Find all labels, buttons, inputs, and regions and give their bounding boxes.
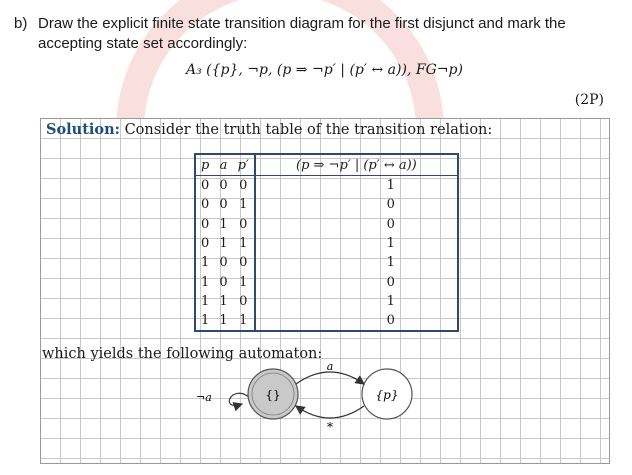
truth-table-row	[195, 234, 458, 253]
cell-p-prime: 1	[233, 234, 255, 253]
truth-table-row	[195, 215, 458, 234]
truth-table-row	[195, 292, 458, 311]
cell-p-prime: 0	[233, 176, 255, 196]
cell-p-prime: 1	[233, 272, 255, 291]
cell-p-prime: 1	[233, 195, 255, 214]
task-statement	[14, 14, 620, 54]
col-header-p: p	[195, 154, 214, 176]
yields-text: which yields the following automaton:	[42, 346, 323, 362]
cell-p: 0	[201, 178, 210, 194]
cell-p: 0	[201, 236, 210, 252]
cell-a: 1	[219, 216, 228, 232]
cell-relation: 0	[386, 313, 395, 329]
cell-p: 1	[201, 313, 210, 329]
transition-a-label: a	[326, 360, 334, 373]
cell-relation: 1	[386, 178, 395, 194]
col-header-relation: (p ⇒ ¬p′ | (p′ ↔ a))	[255, 154, 458, 176]
task-letter: b)	[14, 15, 28, 32]
cell-p-prime: 1	[233, 311, 255, 331]
state-p-label: {p}	[375, 388, 399, 402]
solution-label: Solution:	[46, 121, 120, 138]
cell-p: 1	[201, 274, 210, 290]
truth-table-row	[195, 272, 458, 291]
cell-a: 0	[219, 255, 228, 271]
solution-intro: Consider the truth table of the transition relation:	[124, 122, 493, 138]
cell-a: 0	[219, 178, 228, 194]
cell-relation: 1	[386, 236, 395, 252]
self-loop-arrow	[229, 393, 250, 405]
cell-a: 1	[219, 313, 228, 329]
truth-table-header	[195, 154, 458, 176]
truth-table	[194, 153, 459, 332]
truth-table-row	[195, 253, 458, 272]
cell-p-prime: 0	[233, 292, 255, 311]
cell-p: 1	[201, 255, 210, 271]
col-header-p-prime: p′	[233, 154, 255, 176]
cell-p-prime: 0	[233, 215, 255, 234]
cell-p: 1	[201, 293, 210, 309]
transition-a-arrow	[296, 372, 364, 384]
automaton-diagram	[180, 360, 440, 440]
cell-relation: 0	[386, 197, 395, 213]
cell-p: 0	[201, 216, 210, 232]
solution-heading	[46, 121, 492, 138]
self-loop-label: ¬a	[196, 391, 212, 404]
transition-star-label: *	[327, 420, 333, 434]
cell-a: 0	[219, 274, 228, 290]
cell-relation: 1	[386, 293, 395, 309]
automaton-formula: A₃ ({p}, ¬p, (p ⇒ ¬p′ | (p′ ↔ a)), FG¬p)	[186, 62, 463, 78]
truth-table-row	[195, 176, 458, 196]
transition-star-arrow	[296, 406, 364, 418]
state-empty-label: {}	[265, 388, 281, 402]
truth-table-row	[195, 195, 458, 214]
col-header-a: a	[214, 154, 232, 176]
points-label: (2P)	[574, 92, 604, 108]
cell-p-prime: 0	[233, 253, 255, 272]
cell-relation: 0	[386, 274, 395, 290]
cell-a: 1	[219, 293, 228, 309]
cell-a: 0	[219, 197, 228, 213]
task-text: Draw the explicit finite state transition diagram for the first disjunct and mark the accepting state set accordingly:	[38, 15, 566, 52]
truth-table-row	[195, 311, 458, 331]
cell-a: 1	[219, 236, 228, 252]
cell-relation: 1	[386, 255, 395, 271]
cell-p: 0	[201, 197, 210, 213]
cell-relation: 0	[386, 216, 395, 232]
